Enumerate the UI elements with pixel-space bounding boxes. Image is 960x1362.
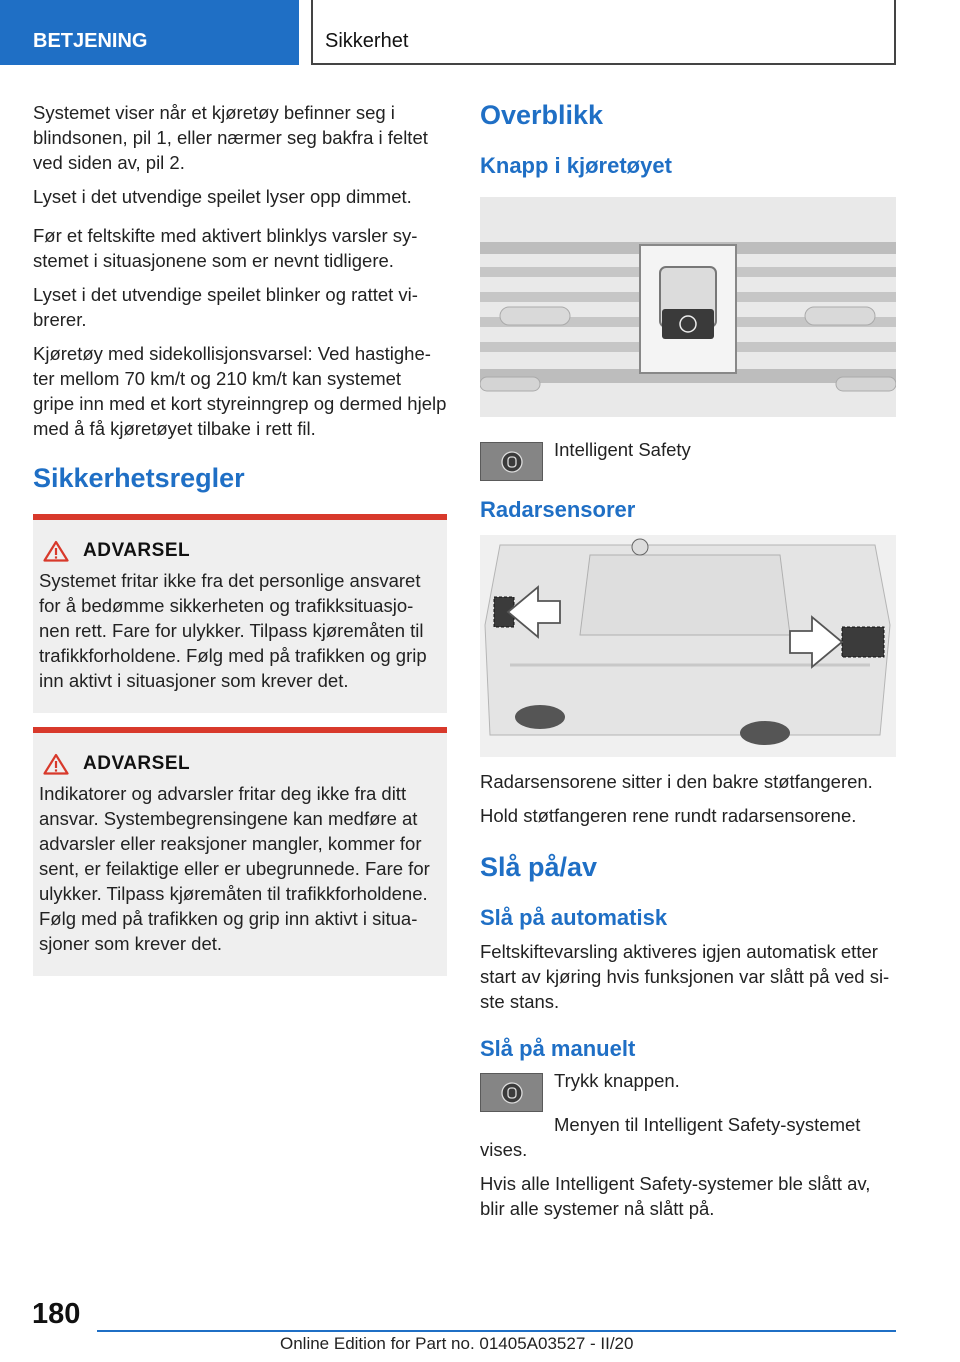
paragraph: Systemet viser når et kjøretøy befinner seg i blindsonen, pil 1, eller nærmer seg bakfra i feltet ved siden av, pil 2. xyxy=(33,102,428,173)
intelligent-safety-row xyxy=(480,437,896,481)
subheading: Knapp i kjøretøyet xyxy=(480,153,672,178)
page-number: 180 xyxy=(32,1298,81,1330)
section-tab[interactable] xyxy=(0,0,299,65)
paragraph: Trykk knappen. xyxy=(554,1070,680,1091)
vehicle-button-photo xyxy=(480,197,896,417)
subheading: Slå på automatisk xyxy=(480,905,668,930)
chapter-title: Sikkerhet xyxy=(325,30,409,52)
warning-triangle-icon xyxy=(43,753,69,775)
footer-rule xyxy=(97,1330,896,1332)
warning-text: Systemet fritar ikke fra det personlige ansvaret for å bedømme sikkerheten og trafikksituasjo-nen rett. Fare for ulykker. Tilpass kjøremåten til trafikkforholdene. Følg med på trafikken og grip inn aktivt i situasjoner som krever det. xyxy=(39,570,427,691)
edition-note: Online Edition for Part no. 01405A03527 - II/20 xyxy=(280,1334,634,1353)
section-heading: Sikkerhetsregler xyxy=(33,463,245,493)
paragraph: Feltskiftevarsling aktiveres igjen automatisk etter start av kjøring hvis funksjonen var slått på ved si-ste stans. xyxy=(480,941,890,1012)
section-title: BETJENING xyxy=(33,30,148,52)
paragraph: Hvis alle Intelligent Safety-systemer ble slått av, blir alle systemer nå slått på. xyxy=(480,1173,871,1219)
chapter-tab[interactable] xyxy=(311,0,896,65)
radar-sensor-photo xyxy=(480,535,896,757)
paragraph: Lyset i det utvendige speilet lyser opp dimmet. xyxy=(33,186,412,207)
paragraph: Menyen til Intelligent Safety-systemet vises. xyxy=(480,1114,861,1160)
section-heading: Slå på/av xyxy=(480,852,598,882)
subheading: Radarsensorer xyxy=(480,497,636,522)
paragraph: Lyset i det utvendige speilet blinker og rattet vi-brerer. xyxy=(33,284,418,330)
warning-title: ADVARSEL xyxy=(83,753,191,774)
intelligent-safety-button-icon[interactable] xyxy=(480,442,543,481)
section-heading: Overblikk xyxy=(480,100,604,130)
button-label: Intelligent Safety xyxy=(554,439,691,460)
paragraph: Hold støtfangeren rene rundt radarsensorene. xyxy=(480,805,857,826)
right-column xyxy=(480,100,896,1230)
paragraph: Før et feltskifte med aktivert blinklys varsler sy-stemet i situasjonene som er nevnt tidligere. xyxy=(33,225,418,271)
paragraph: Kjøretøy med sidekollisjonsvarsel: Ved hastighe-ter mellom 70 km/t og 210 km/t kan systemet gripe inn med et kort styreinngrep og dermed hjelp med å få kjøretøyet tilbake i rett fil. xyxy=(33,343,447,439)
warning-box xyxy=(33,514,447,713)
manual-switch-row xyxy=(480,1068,896,1112)
intelligent-safety-button-icon[interactable] xyxy=(480,1073,543,1112)
warning-triangle-icon xyxy=(43,540,69,562)
paragraph: Radarsensorene sitter i den bakre støtfangeren. xyxy=(480,771,873,792)
warning-box xyxy=(33,727,447,976)
subheading: Slå på manuelt xyxy=(480,1036,636,1061)
warning-text: Indikatorer og advarsler fritar deg ikke fra ditt ansvar. Systembegrensingene kan medføre at advarsler eller reaksjoner mangler, kommer for sent, er feilaktige eller er ubegrunnede. Fare for ulykker. Tilpass kjøremåten til trafikkforholdene. Følg med på trafikken og grip inn aktivt i situa-sjoner som krever det. xyxy=(39,783,430,954)
warning-title: ADVARSEL xyxy=(83,540,191,561)
left-column xyxy=(33,100,447,988)
